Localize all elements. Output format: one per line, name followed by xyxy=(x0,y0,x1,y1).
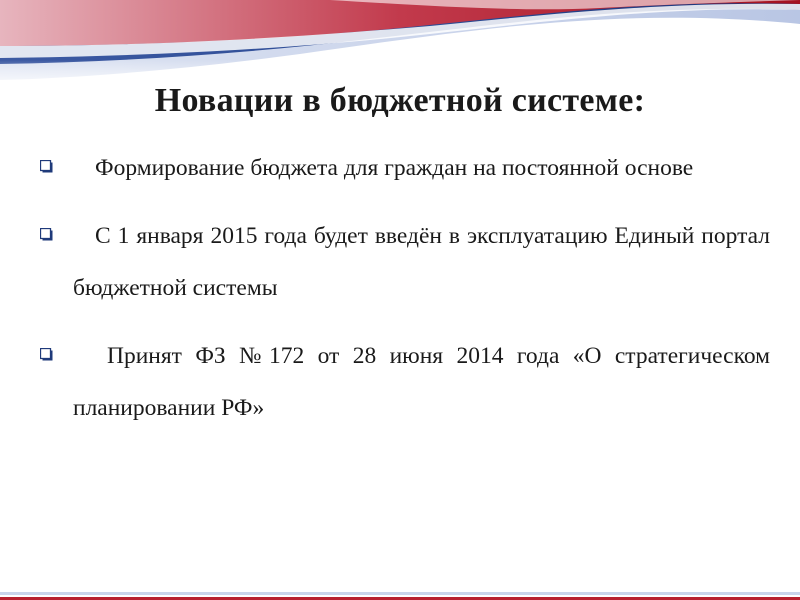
square-bullet-icon xyxy=(40,228,53,241)
list-item-text: С 1 января 2015 года будет введён в эксплуатацию Единый портал бюджетной системы xyxy=(73,223,770,301)
list-item xyxy=(40,330,770,434)
square-bullet-icon xyxy=(40,160,53,173)
bottom-decoration xyxy=(0,592,800,600)
list-item xyxy=(40,142,770,194)
list-item xyxy=(40,210,770,314)
page-title: Новации в бюджетной системе: xyxy=(154,82,646,119)
list-item-text: Формирование бюджета для граждан на постоянной основе xyxy=(95,155,694,181)
header-decoration xyxy=(0,0,800,90)
list-item-text: Принят ФЗ №172 от 28 июня 2014 года «О стратегическом планировании РФ» xyxy=(73,343,770,421)
square-bullet-icon xyxy=(40,348,53,361)
bullet-list xyxy=(40,142,770,450)
